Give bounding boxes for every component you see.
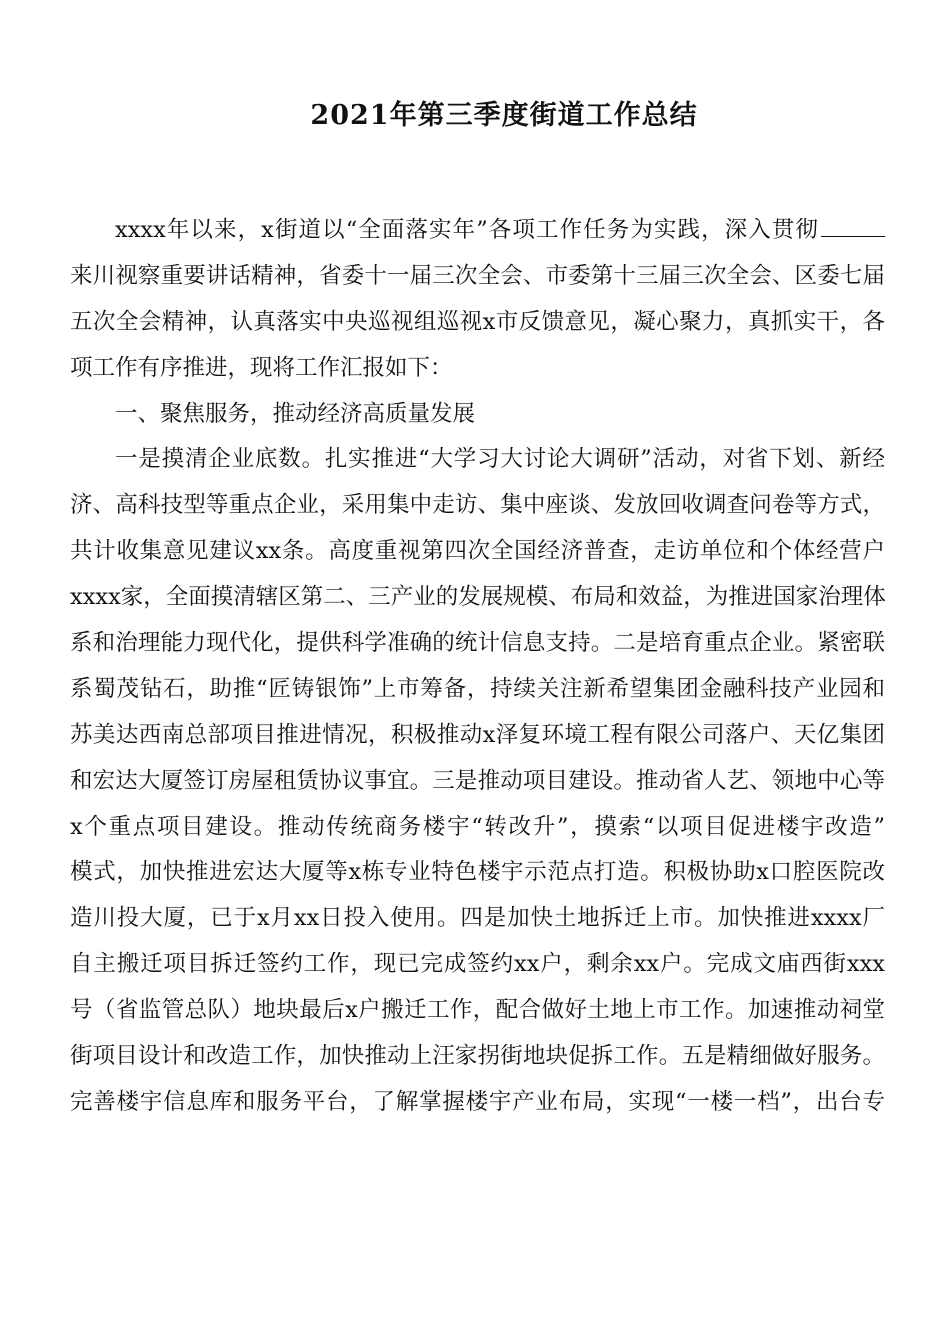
paragraph-line: 造川投大厦，已于x月xx日投入使用。四是加快土地拆迁上市。加快推进xxxx厂 <box>70 905 885 932</box>
paragraph-line: 五次全会精神，认真落实中央巡视组巡视x市反馈意见，凝心聚力，真抓实干，各 <box>70 308 885 335</box>
paragraph-line: 项工作有序推进，现将工作汇报如下： <box>70 354 453 381</box>
paragraph-line: 自主搬迁项目拆迁签约工作，现已完成签约xx户，剩余xx户。完成文庙西街xxx <box>70 951 885 978</box>
paragraph-line: 共计收集意见建议xx条。高度重视第四次全国经济普查，走访单位和个体经营户 <box>70 538 885 565</box>
paragraph-line: 济、高科技型等重点企业，采用集中走访、集中座谈、发放回收调查问卷等方式， <box>70 492 885 519</box>
paragraph-line: xxxx家，全面摸清辖区第二、三产业的发展规模、布局和效益，为推进国家治理体 <box>70 584 886 611</box>
paragraph-line: 号（省监管总队）地块最后x户搬迁工作，配合做好土地上市工作。加速推动祠堂 <box>70 997 885 1024</box>
paragraph-line: 苏美达西南总部项目推进情况，积极推动x泽复环境工程有限公司落户、天亿集团 <box>70 721 885 748</box>
paragraph-line: 模式，加快推进宏达大厦等x栋专业特色楼宇示范点打造。积极协助x口腔医院改 <box>70 859 885 886</box>
paragraph-line: 街项目设计和改造工作，加快推动上汪家拐街地块促拆工作。五是精细做好服务。 <box>70 1043 885 1070</box>
section-heading: 一、聚焦服务，推动经济高质量发展 <box>115 400 476 427</box>
paragraph-line: 系蜀茂钻石，助推“匠铸银饰”上市筹备，持续关注新希望集团金融科技产业园和 <box>70 675 885 702</box>
paragraph-line <box>70 208 885 254</box>
paragraph-line: 一是摸清企业底数。扎实推进“大学习大讨论大调研”活动，对省下划、新经 <box>115 446 885 473</box>
paragraph-line: 系和治理能力现代化，提供科学准确的统计信息支持。二是培育重点企业。紧密联 <box>70 630 885 657</box>
fill-in-blank <box>821 212 885 237</box>
paragraph-line: 来川视察重要讲话精神，省委十一届三次全会、市委第十三届三次全会、区委七届 <box>70 262 885 289</box>
paragraph-line: 和宏达大厦签订房屋租赁协议事宜。三是推动项目建设。推动省人艺、领地中心等 <box>70 767 885 794</box>
document-body <box>70 208 885 1126</box>
paragraph-line-text: xxxx年以来，x街道以“全面落实年”各项工作任务为实践，深入贯彻 <box>115 217 819 243</box>
document-title: 2021年第三季度街道工作总结 <box>310 100 698 131</box>
paragraph-line: 完善楼宇信息库和服务平台，了解掌握楼宇产业布局，实现“一楼一档”，出台专 <box>70 1088 885 1115</box>
paragraph-line: x个重点项目建设。推动传统商务楼宇“转改升”，摸索“以项目促进楼宇改造” <box>70 813 885 840</box>
